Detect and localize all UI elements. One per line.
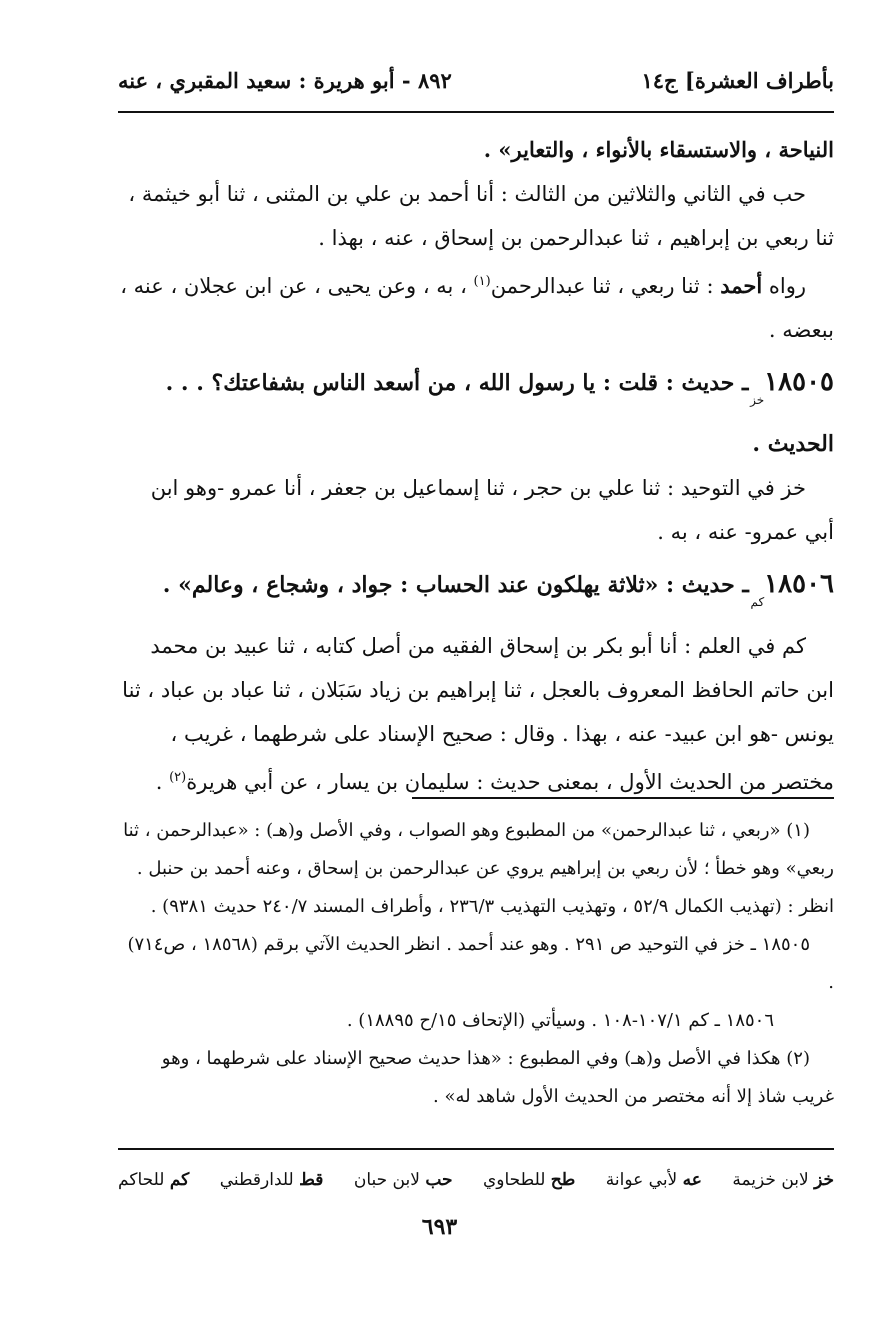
- legend-abbr: قط: [299, 1170, 324, 1190]
- footnote-ref-2[interactable]: (٢): [169, 770, 187, 785]
- legend-label: للحاكم: [118, 1170, 165, 1190]
- header-rule: [118, 111, 834, 113]
- hadith-number: ١٨٥٠٦: [764, 569, 834, 599]
- footnote-18506: ١٨٥٠٦ ـ كم ١٠٧/١-١٠٨ . وسيأتي (الإتحاف ١٥/ح ١٨٨٩٥) .: [346, 1010, 774, 1031]
- paragraph-khuzayma: خز في التوحيد : ثنا علي بن حجر ، ثنا إسماعيل بن جعفر ، أنا عمرو -وهو ابن أبي عمرو- عنه ، به .: [150, 476, 834, 544]
- ahmad-name: أحمد: [720, 273, 763, 298]
- footnotes: [118, 812, 834, 1116]
- legend-item: [354, 1170, 453, 1190]
- ahmad-chain: : ثنا ربعي ، ثنا عبدالرحمن: [490, 274, 714, 298]
- footnote-1: (١) «ربعي ، ثنا عبدالرحمن» من المطبوع وهو الصواب ، وفي الأصل و(هـ) : «عبدالرحمن ، ثنا ربعي» وهو خطأ ؛ لأن ربعي بن إبراهيم يروي عن عبدالرحمن بن إسحاق ، وعنه أحمد بن حنبل . انظر : (تهذيب الكمال ٥٢/٩ ، وتهذيب التهذيب ٢٣٦/٣ ، وأطراف المسند ٢٤٠/٧ حديث ٩٣٨١) .: [123, 820, 834, 917]
- main-text: [118, 128, 834, 804]
- header-section-title: ٨٩٢ - أبو هريرة : سعيد المقبري ، عنه: [118, 67, 452, 93]
- header-volume-title: بأطراف العشرة] ج١٤: [641, 67, 834, 93]
- source-siglum: خز: [750, 393, 765, 407]
- footnote-ref-1[interactable]: (١): [473, 274, 491, 289]
- ahmad-intro: رواه: [768, 274, 806, 298]
- legend-item: [483, 1170, 575, 1190]
- hadith-heading-18505: [118, 360, 834, 466]
- legend-abbr: حب: [425, 1170, 453, 1190]
- footnote-rule: [412, 797, 834, 799]
- page-number: ٦٩٣: [421, 1214, 458, 1240]
- sigla-legend: [118, 1162, 834, 1198]
- paragraph-hakim: [118, 624, 834, 804]
- hadith-heading-18506: [118, 562, 834, 624]
- footnote-2: (٢) هكذا في الأصل و(هـ) وفي المطبوع : «هذا حديث صحيح الإسناد على شرطهما ، وهو غريب شاذ إلا أنه مختصر من الحديث الأول شاهد له» .: [161, 1048, 834, 1107]
- ahmad-rest: ، به ، وعن يحيى ، عن ابن عجلان ، عنه ، ببعضه .: [120, 274, 834, 342]
- legend-item: [732, 1170, 834, 1190]
- legend-item: [220, 1170, 324, 1190]
- hadith-number: ١٨٥٠٥: [764, 367, 834, 397]
- hadith-text: ـ حديث : قلت : يا رسول الله ، من أسعد الناس بشفاعتك؟ . . . الحديث .: [165, 370, 834, 457]
- hadith-text: ـ حديث : «ثلاثة يهلكون عند الحساب : جواد ، وشجاع ، وعالم» .: [162, 572, 749, 598]
- running-header: [118, 60, 834, 100]
- legend-abbr: كم: [169, 1170, 190, 1190]
- legend-abbr: عه: [682, 1170, 702, 1190]
- legend-label: لأبي عوانة: [605, 1170, 678, 1190]
- text-line-continued: النياحة ، والاستسقاء بالأنواء ، والتعاير» .: [483, 137, 834, 162]
- legend-label: لابن خزيمة: [732, 1170, 809, 1190]
- hakim-text: كم في العلم : أنا أبو بكر بن إسحاق الفقيه من أصل كتابه ، ثنا عبيد بن محمد ابن حاتم الحافظ المعروف بالعجل ، ثنا إبراهيم بن زياد سَبَلان ، ثنا عباد بن عباد ، ثنا يونس -هو ابن عبيد- عنه ، بهذا . وقال : صحيح الإسناد على شرطهما ، غريب ، مختصر من الحديث الأول ، بمعنى حديث : سليمان بن يسار ، عن أبي هريرة: [122, 634, 834, 794]
- hakim-end: .: [155, 770, 170, 794]
- source-siglum: كم: [750, 595, 765, 609]
- legend-item: [118, 1170, 189, 1190]
- legend-rule: [118, 1148, 834, 1150]
- legend-label: للطحاوي: [482, 1170, 546, 1190]
- footnote-18505: ١٨٥٠٥ ـ خز في التوحيد ص ٢٩١ . وهو عند أحمد . انظر الحديث الآتي برقم (١٨٥٦٨ ، ص٧١٤) .: [127, 934, 834, 993]
- legend-abbr: طح: [550, 1170, 576, 1190]
- legend-label: للدارقطني: [219, 1170, 294, 1190]
- paragraph-ahmad: [118, 260, 834, 352]
- legend-item: [606, 1170, 702, 1190]
- paragraph-hibban: حب في الثاني والثلاثين من الثالث : أنا أحمد بن علي بن المثنى ، ثنا أبو خيثمة ، ثنا ربعي بن إبراهيم ، ثنا عبدالرحمن بن إسحاق ، عنه ، بهذا .: [128, 182, 834, 250]
- legend-abbr: خز: [814, 1170, 834, 1190]
- legend-label: لابن حبان: [353, 1170, 420, 1190]
